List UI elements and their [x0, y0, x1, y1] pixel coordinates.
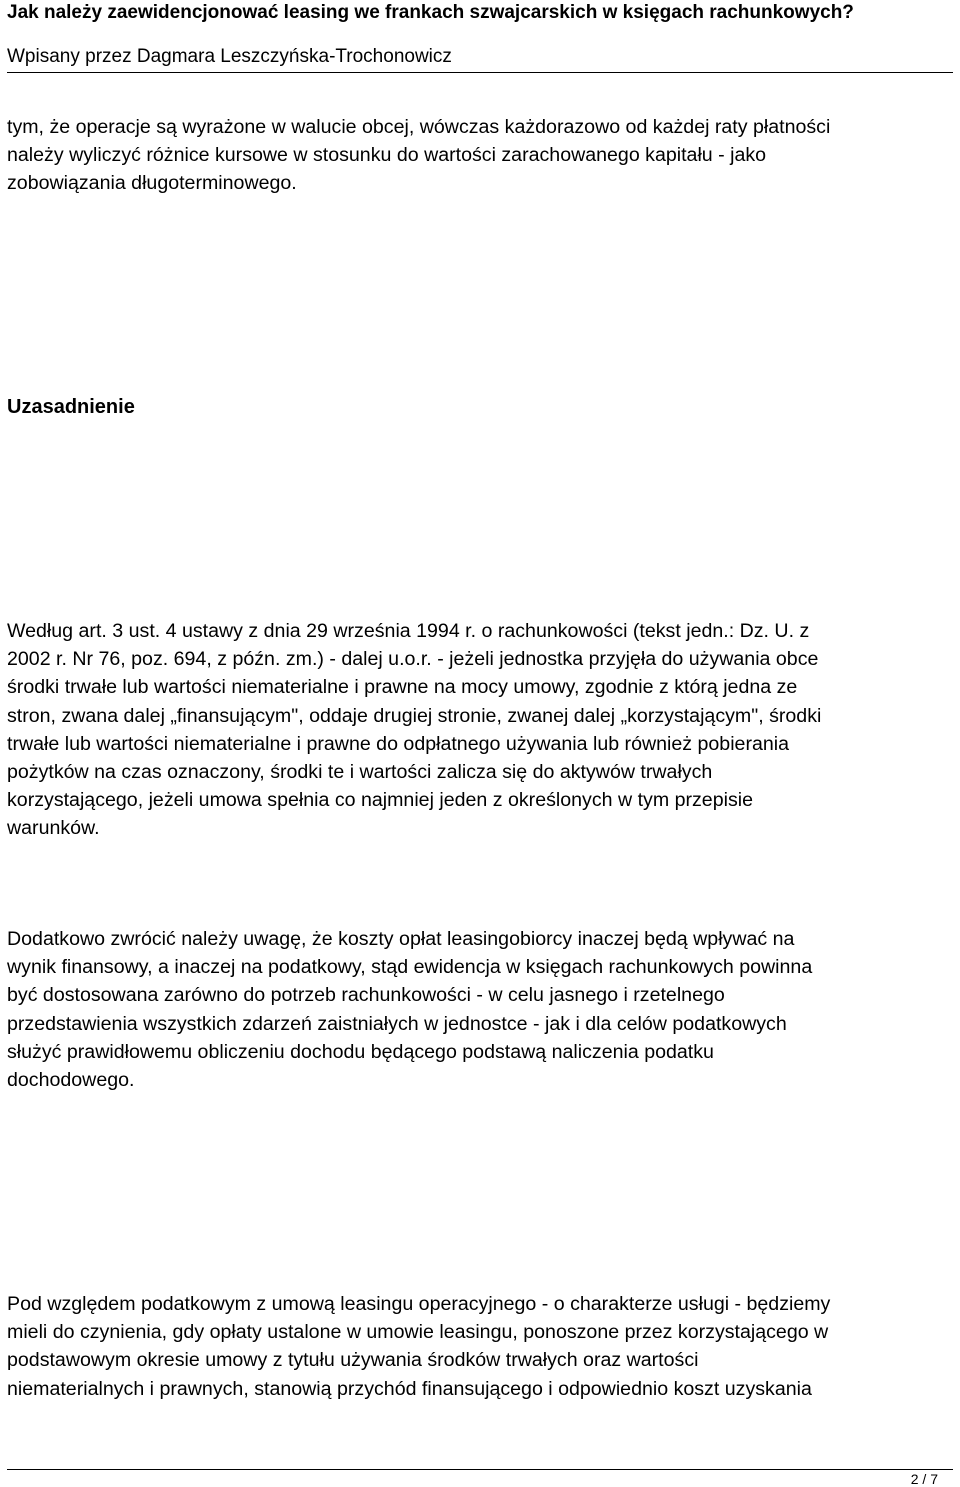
text-line: podstawowym okresie umowy z tytułu używania środków trwałych oraz wartości [7, 1349, 699, 1372]
header-divider [7, 72, 953, 73]
text-line: zobowiązania długoterminowego. [7, 172, 297, 195]
text-line: wynik finansowy, a inaczej na podatkowy, stąd ewidencja w księgach rachunkowych powinna [7, 956, 813, 979]
section-heading: Uzasadnienie [7, 396, 135, 418]
paragraph-exchange-differences [7, 113, 953, 198]
paragraph-lease-costs [7, 925, 953, 1094]
text-line: tym, że operacje są wyrażone w walucie obcej, wówczas każdorazowo od każdej raty płatności [7, 116, 831, 138]
footer-divider [7, 1469, 953, 1470]
text-line: Dodatkowo zwrócić należy uwagę, że koszty opłat leasingobiorcy inaczej będą wpływać na [7, 928, 795, 950]
text-line: 2002 r. Nr 76, poz. 694, z późn. zm.) - dalej u.o.r. - jeżeli jednostka przyjęła do używania obce [7, 648, 819, 671]
text-line: Pod względem podatkowym z umową leasingu operacyjnego - o charakterze usługi - będziemy [7, 1293, 831, 1315]
text-line: trwałe lub wartości niematerialne i prawne do odpłatnego używania lub również pobierania [7, 732, 790, 755]
text-line: warunków. [7, 817, 100, 840]
text-line: mieli do czynienia, gdy opłaty ustalone w umowie leasingu, ponoszone przez korzystającego w [7, 1321, 829, 1344]
text-line: Według art. 3 ust. 4 ustawy z dnia 29 września 1994 r. o rachunkowości (tekst jedn.: Dz. U. z [7, 620, 810, 642]
paragraph-tax-treatment [7, 1290, 953, 1403]
document-title: Jak należy zaewidencjonować leasing we frankach szwajcarskich w księgach rachunkowych? [7, 2, 854, 23]
author-byline: Wpisany przez Dagmara Leszczyńska-Trochonowicz [7, 46, 452, 67]
text-line: należy wyliczyć różnice kursowe w stosunku do wartości zarachowanego kapitału - jako [7, 144, 767, 167]
text-line: stron, zwana dalej „finansującym", oddaje drugiej stronie, zwanej dalej „korzystającym", środki [7, 704, 822, 727]
page-number: 2 / 7 [910, 1471, 938, 1487]
text-line: służyć prawidłowemu obliczeniu dochodu będącego podstawą naliczenia podatku [7, 1040, 714, 1063]
text-line: środki trwałe lub wartości niematerialne i prawne na mocy umowy, zgodnie z którą jedna ze [7, 676, 798, 699]
paragraph-legal-basis [7, 617, 953, 843]
text-line: korzystającego, jeżeli umowa spełnia co najmniej jeden z określonych w tym przepisie [7, 789, 753, 812]
text-line: dochodowego. [7, 1069, 135, 1092]
text-line: niematerialnych i prawnych, stanowią przychód finansującego i odpowiednio koszt uzyskania [7, 1377, 812, 1400]
text-line: pożytków na czas oznaczony, środki te i wartości zalicza się do aktywów trwałych [7, 761, 713, 784]
text-line: przedstawienia wszystkich zdarzeń zaistniałych w jednostce - jak i dla celów podatkowych [7, 1012, 787, 1035]
text-line: być dostosowana zarówno do potrzeb rachunkowości - w celu jasnego i rzetelnego [7, 984, 725, 1007]
